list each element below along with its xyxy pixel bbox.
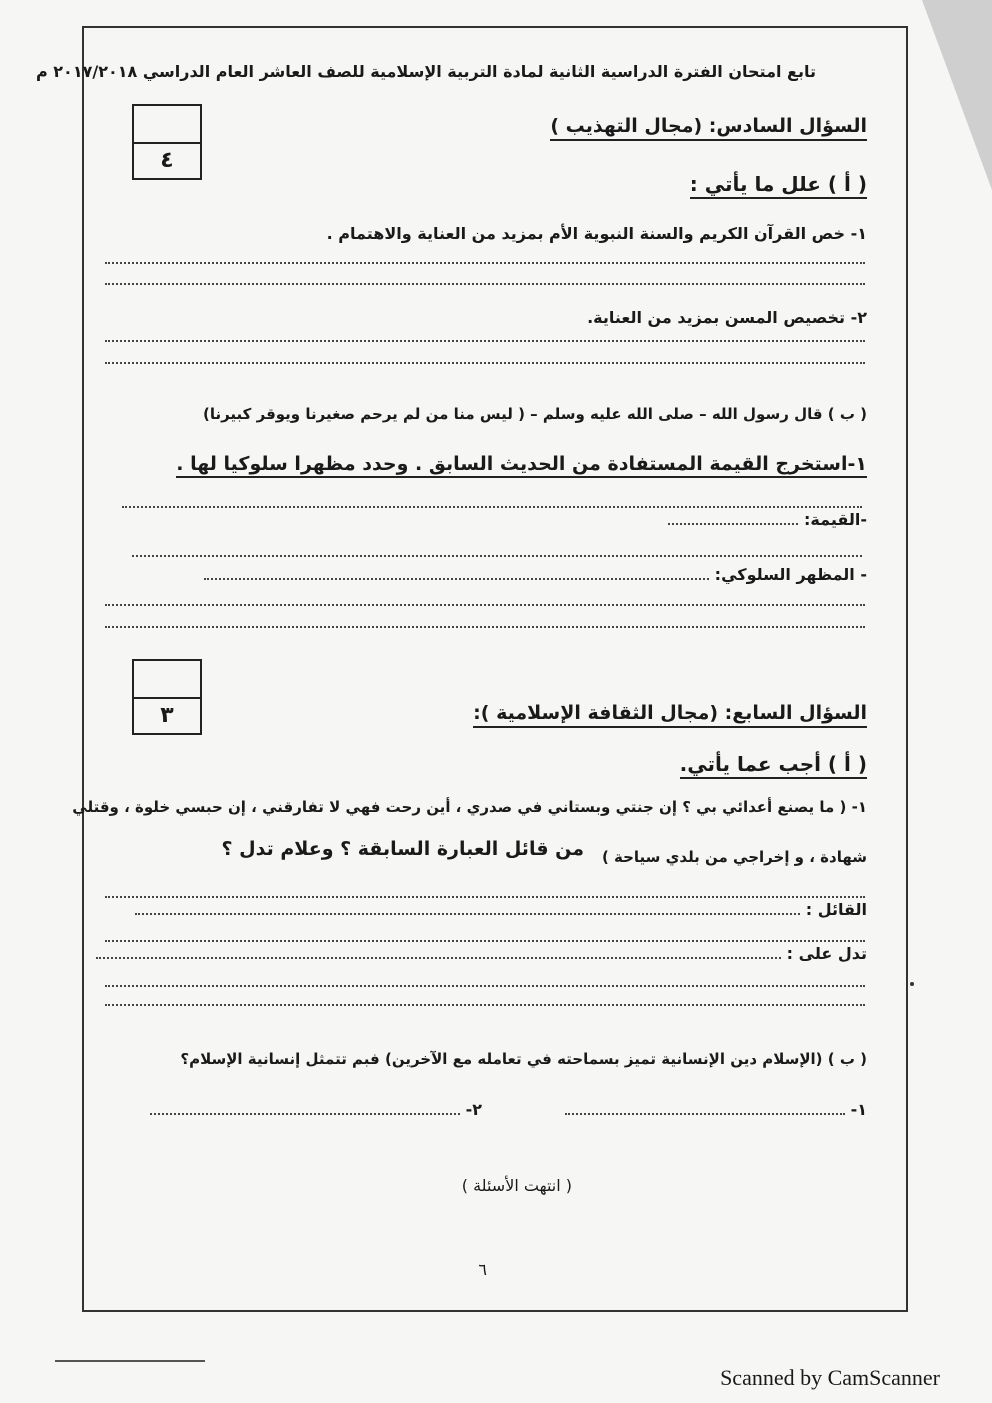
question6-partB-task: ١-استخرج القيمة المستفادة من الحديث السابق . وحدد مظهرا سلوكيا لها . [176,453,867,478]
indicates-answer-line[interactable] [96,957,781,959]
answer-line[interactable] [132,555,862,557]
question6-partA-label: ( أ ) علل ما يأتي : [690,172,867,199]
page-number: ٦ [478,1260,487,1279]
answer-line[interactable] [105,940,865,942]
stray-mark [910,982,914,986]
answer-1-row [565,1100,867,1119]
question6-partB-hadith: ( ب ) قال رسول الله – صلى الله عليه وسلم – ( ليس منا من لم يرحم صغيرنا ويوقر كبيرنا) [202,405,867,423]
answer-2-label: ٢- [465,1100,482,1119]
answer-line[interactable] [105,985,865,987]
answer-2-line[interactable] [150,1113,460,1115]
answer-line[interactable] [105,604,865,606]
score-box-blank [134,106,200,144]
behavior-row [204,565,867,584]
answer-line[interactable] [105,626,865,628]
score-box-q7 [132,659,202,735]
answer-line[interactable] [105,262,865,264]
question6-item-1: ١- خص القرآن الكريم والسنة النبوية الأم بمزيد من العناية والاهتمام . [326,224,867,243]
value-label: -القيمة: [803,510,867,529]
score-value: ٤ [160,148,174,173]
score-box-blank [134,661,200,699]
answer-line[interactable] [105,896,865,898]
value-row [668,510,867,529]
behavior-answer-line[interactable] [204,578,709,580]
footer-rule [55,1360,205,1362]
question7-quote-line-2: شهادة ، و إخراجي من بلدي سياحة ) [601,848,867,866]
answer-line[interactable] [105,1004,865,1006]
scanner-watermark: Scanned by CamScanner [720,1365,940,1390]
question6-item-2: ٢- تخصيص المسن بمزيد من العناية. [587,308,867,327]
answer-1-line[interactable] [565,1113,845,1115]
page-border [82,26,908,1312]
question7-partA-label: ( أ ) أجب عما يأتي. [680,752,867,779]
end-note: ( انتهت الأسئلة ) [461,1176,572,1195]
behavior-label: - المظهر السلوكي: [714,565,867,584]
question7-question: من قائل العبارة السابقة ؟ وعلام تدل ؟ [221,838,584,860]
indicates-row [96,944,867,963]
answer-line[interactable] [105,362,865,364]
speaker-row [135,900,867,919]
answer-1-label: ١- [850,1100,867,1119]
answer-line[interactable] [122,506,862,508]
score-box-q6 [132,104,202,180]
speaker-answer-line[interactable] [135,913,800,915]
answer-2-row [150,1100,482,1119]
question7-title: السؤال السابع: (مجال الثقافة الإسلامية ): [473,702,867,728]
question6-title: السؤال السادس: (مجال التهذيب ) [550,115,867,141]
speaker-label: القائل : [805,900,867,919]
score-value: ٣ [160,703,174,728]
exam-header: تابع امتحان الفترة الدراسية الثانية لمادة التربية الإسلامية للصف العاشر العام الدراسي ٢٠١٧/٢٠١٨ م [35,62,816,81]
question7-partB-label: ( ب ) (الإسلام دين الإنسانية تميز بسماحته في تعامله مع الآخرين) فبم تتمثل إنسانية الإسلام؟ [180,1050,867,1068]
answer-line[interactable] [105,340,865,342]
page-corner-fold [922,0,992,190]
indicates-label: تدل على : [786,944,867,963]
value-answer-line[interactable] [668,523,798,525]
question7-quote-line-1: ١- ( ما يصنع أعدائي بي ؟ إن جنتي وبستاني في صدري ، أين رحت فهي لا تفارقني ، إن حبسي خلوة ، وقتلي [72,798,867,816]
answer-line[interactable] [105,283,865,285]
